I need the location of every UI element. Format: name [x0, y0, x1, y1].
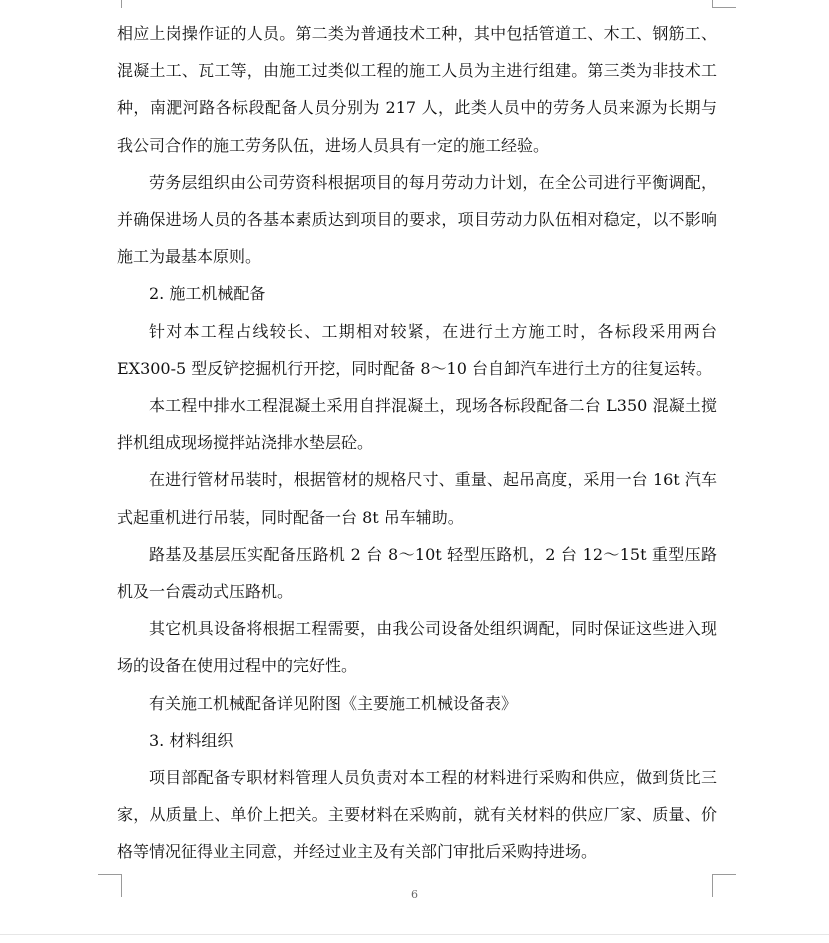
paragraph-7: 其它机具设备将根据工程需要，由我公司设备处组织调配，同时保证这些进入现场的设备在使用过程中的完好性。 [117, 619, 717, 676]
crop-mark-top-left-vertical [121, 0, 122, 8]
paragraph-6: 路基及基层压实配备压路机 2 台 8～10t 轻型压路机，2 台 12～15t 重型压路机及一台震动式压路机。 [117, 544, 717, 602]
crop-mark-top-right-horizontal [713, 7, 736, 8]
paragraph-9: 项目部配备专职材料管理人员负责对本工程的材料进行采购和供应，做到货比三家，从质量上、单价上把关。主要材料在采购前，就有关材料的供应厂家、质量、价格等情况征得业主同意，并经过业主及有关部门审批后采购持进场。 [117, 768, 717, 862]
document-body [117, 15, 717, 871]
section-heading-machinery: 2. 施工机械配备 [149, 284, 266, 304]
paragraph-2: 劳务层组织由公司劳资科根据项目的每月劳动力计划，在全公司进行平衡调配，并确保进场人员的各基本素质达到项目的要求，项目劳动力队伍相对稳定，以不影响施工为最基本原则。 [117, 172, 717, 267]
paragraph-4: 本工程中排水工程混凝土采用自拌混凝土，现场各标段配备二台 L350 混凝土搅拌机组成现场搅拌站浇排水垫层砼。 [117, 396, 717, 453]
section-heading-materials: 3. 材料组织 [149, 730, 234, 750]
paragraph-8: 有关施工机械配备详见附图《主要施工机械设备表》 [149, 693, 518, 713]
paragraph-1: 相应上岗操作证的人员。第二类为普通技术工种，其中包括管道工、木工、钢筋工、混凝土工、瓦工等，由施工过类似工程的施工人员为主进行组建。第三类为非技术工种，南淝河路各标段配备人员分别为 217 人，此类人员中的劳务人员来源为长期与我公司合作的施工劳务队伍，进场人员具有一定的施工经验。 [117, 24, 717, 155]
paragraph-3: 针对本工程占线较长、工期相对较紧，在进行土方施工时，各标段采用两台 EX300-5 型反铲挖掘机行开挖，同时配备 8～10 台自卸汽车进行土方的往复运转。 [117, 321, 717, 378]
crop-mark-bottom-left-horizontal [98, 874, 121, 875]
page-number: 6 [411, 888, 418, 901]
page-bottom-edge [0, 934, 829, 935]
paragraph-5: 在进行管材吊装时，根据管材的规格尺寸、重量、起吊高度，采用一台 16t 汽车式起重机进行吊装，同时配备一台 8t 吊车辅助。 [117, 470, 717, 527]
crop-mark-bottom-right-horizontal [713, 874, 736, 875]
